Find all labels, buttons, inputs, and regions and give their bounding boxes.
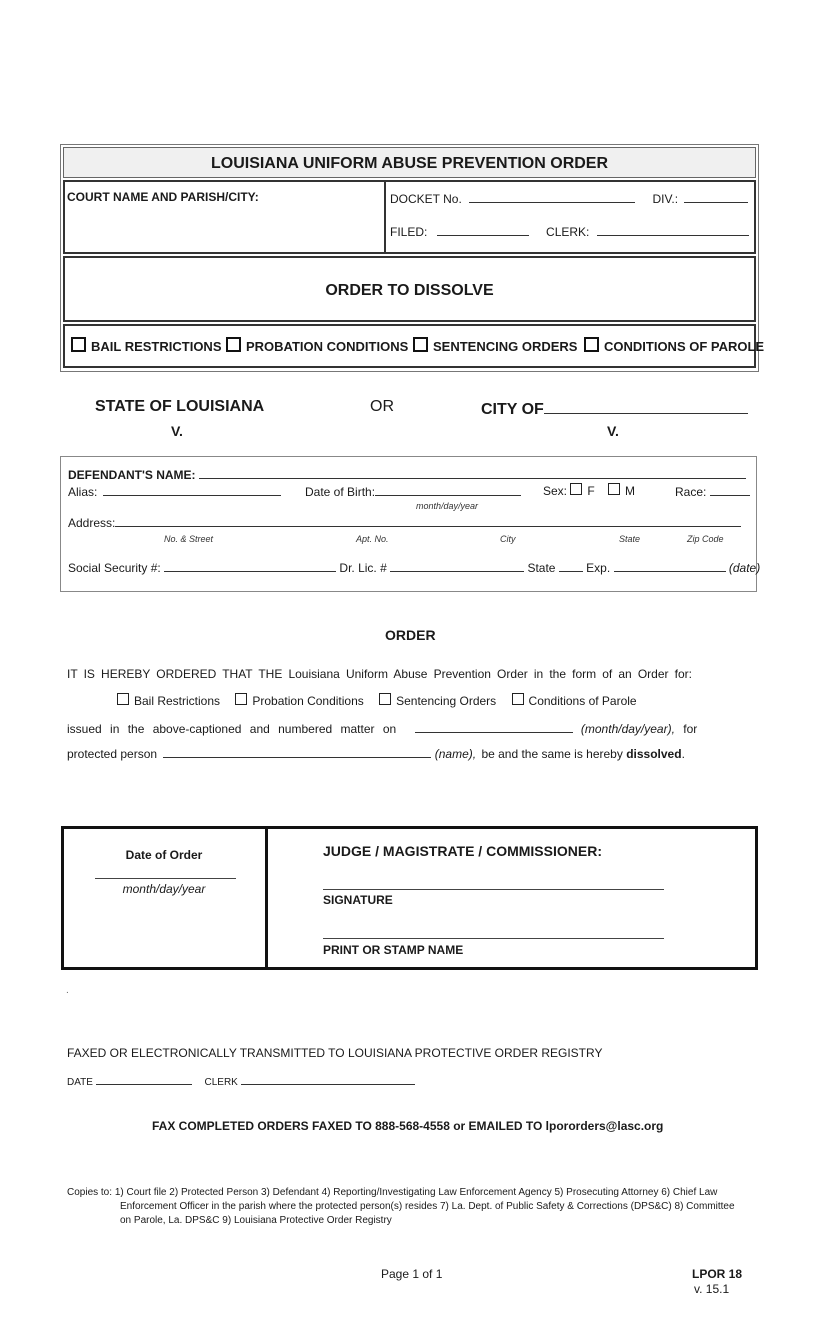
stray-dot: .: [66, 985, 69, 996]
city-of-field[interactable]: [544, 398, 748, 414]
court-name-label: COURT NAME AND PARISH/CITY:: [67, 190, 259, 204]
protected-person-field[interactable]: [163, 745, 431, 758]
address-apt-hint: Apt. No.: [356, 534, 389, 544]
div-label: DIV.:: [652, 192, 679, 206]
issued-for-text: for: [683, 722, 698, 736]
defendant-name-label: DEFENDANT'S NAME:: [68, 468, 196, 482]
checkbox-icon[interactable]: [235, 693, 247, 705]
checkbox-probation-conditions[interactable]: [226, 337, 408, 354]
option-label: Bail Restrictions: [134, 694, 221, 708]
signature-divider: [265, 826, 268, 970]
checkbox-icon[interactable]: [512, 693, 524, 705]
city-of-text: CITY OF: [481, 401, 544, 418]
transmit-clerk-field[interactable]: [241, 1075, 415, 1085]
page-number: Page 1 of 1: [381, 1267, 443, 1281]
race-field[interactable]: [710, 483, 750, 496]
dob-label: Date of Birth:: [305, 485, 376, 499]
checkbox-icon[interactable]: [584, 337, 599, 352]
form-id: LPOR 18: [692, 1267, 743, 1281]
form-version: v. 15.1: [694, 1282, 730, 1296]
issued-date-hint: (month/day/year),: [580, 722, 675, 736]
protected-person-text: protected person: [67, 747, 158, 761]
copies-label: Copies to:: [67, 1187, 113, 1198]
clerk-field[interactable]: [597, 223, 749, 236]
copies-line-1: 1) Court file 2) Protected Person 3) Defendant 4) Reporting/Investigating Law Enforcement Agency 5) Prosecuting Attorney 6) Chief Law: [114, 1187, 718, 1198]
filed-label: FILED:: [390, 225, 428, 239]
dissolved-text: be and the same is hereby: [481, 747, 623, 761]
transmit-clerk-label: CLERK: [204, 1077, 238, 1088]
checkbox-label: CONDITIONS OF PAROLE: [604, 339, 765, 354]
period: .: [681, 747, 685, 761]
sex-label: Sex:: [543, 484, 568, 498]
filed-field[interactable]: [437, 223, 529, 236]
defendant-name-field[interactable]: [199, 466, 746, 479]
checkbox-icon[interactable]: [71, 337, 86, 352]
checkbox-icon[interactable]: [413, 337, 428, 352]
order-intro-text: IT IS HEREBY ORDERED THAT THE Louisiana Uniform Abuse Prevention Order in the form of an Order for:: [67, 667, 692, 681]
print-name-field[interactable]: [323, 938, 664, 939]
issued-date-field[interactable]: [415, 720, 573, 733]
dissolved-word: dissolved: [626, 747, 682, 761]
ssn-label: Social Security #:: [68, 561, 161, 575]
checkbox-icon[interactable]: [226, 337, 241, 352]
print-name-label: PRINT OR STAMP NAME: [323, 943, 464, 957]
order-type-checkboxes: [63, 324, 765, 368]
caption-or: OR: [370, 398, 394, 415]
date-of-order-hint: month/day/year: [122, 882, 206, 896]
checkbox-bail-restrictions[interactable]: [71, 337, 222, 354]
court-name-cell[interactable]: [63, 180, 385, 254]
versus-right: V.: [607, 423, 619, 439]
order-heading: ORDER: [385, 627, 436, 643]
checkbox-conditions-of-parole[interactable]: [584, 337, 764, 354]
address-city-hint: City: [500, 534, 516, 544]
issued-text: issued in the above-captioned and numbered matter on: [67, 722, 397, 736]
docket-cell: [385, 180, 756, 254]
date-of-order-label: Date of Order: [125, 848, 203, 862]
issued-line: [67, 720, 697, 736]
sex-f-checkbox[interactable]: [570, 483, 582, 495]
option-bail-restrictions[interactable]: [117, 694, 220, 708]
docket-field[interactable]: [469, 190, 635, 203]
alias-field[interactable]: [103, 483, 281, 496]
defendant-info-box: [60, 456, 761, 592]
form-title: LOUISIANA UNIFORM ABUSE PREVENTION ORDER: [63, 147, 756, 178]
order-options-row: [117, 693, 637, 708]
license-state-label: State: [527, 561, 556, 575]
address-zip-hint: Zip Code: [687, 534, 724, 544]
sex-m-label: M: [625, 484, 636, 498]
signature-label: SIGNATURE: [323, 893, 393, 907]
address-state-hint: State: [619, 534, 641, 544]
docket-label: DOCKET No.: [390, 192, 462, 206]
checkbox-label: BAIL RESTRICTIONS: [91, 339, 222, 354]
address-field[interactable]: [115, 514, 741, 527]
registry-heading: FAXED OR ELECTRONICALLY TRANSMITTED TO LOUISIANA PROTECTIVE ORDER REGISTRY: [67, 1046, 603, 1060]
option-label: Conditions of Parole: [528, 694, 637, 708]
option-conditions-of-parole[interactable]: [512, 694, 637, 708]
sex-f-label: F: [587, 484, 595, 498]
address-label: Address:: [68, 516, 116, 530]
copies-line-2: Enforcement Officer in the parish where the protected person(s) resides 7) La. Dept. of Public Safety & Corrections (DPS&C) 8) Committee: [120, 1201, 735, 1212]
checkbox-label: PROBATION CONDITIONS: [246, 339, 409, 354]
clerk-label: CLERK:: [546, 225, 590, 239]
protected-person-hint: (name),: [434, 747, 477, 761]
option-label: Sentencing Orders: [396, 694, 497, 708]
address-street-hint: No. & Street: [164, 534, 214, 544]
race-label: Race:: [675, 485, 707, 499]
option-probation-conditions[interactable]: [235, 694, 363, 708]
checkbox-label: SENTENCING ORDERS: [433, 339, 578, 354]
city-of-label: [481, 398, 748, 419]
protected-person-line: [67, 745, 685, 761]
div-field[interactable]: [684, 190, 748, 203]
drivers-license-label: Dr. Lic. #: [339, 561, 387, 575]
transmit-date-field[interactable]: [96, 1075, 192, 1085]
judge-label: JUDGE / MAGISTRATE / COMMISSIONER:: [323, 843, 602, 859]
dob-field[interactable]: [375, 483, 521, 496]
order-to-dissolve-title: ORDER TO DISSOLVE: [63, 256, 756, 322]
checkbox-icon[interactable]: [117, 693, 129, 705]
sex-m-checkbox[interactable]: [608, 483, 620, 495]
date-of-order-field[interactable]: [95, 878, 236, 879]
ssn-field[interactable]: [164, 559, 336, 572]
drivers-license-field[interactable]: [390, 559, 524, 572]
copies-block: [67, 1186, 735, 1228]
checkbox-icon[interactable]: [379, 693, 391, 705]
checkbox-sentencing-orders[interactable]: [413, 337, 577, 354]
fax-notice: FAX COMPLETED ORDERS FAXED TO 888-568-4558 or EMAILED TO lpororders@lasc.org: [152, 1119, 664, 1133]
transmit-date-label: DATE: [67, 1077, 93, 1088]
option-label: Probation Conditions: [252, 694, 364, 708]
license-exp-hint: (date): [728, 561, 761, 575]
versus-left: V.: [171, 423, 183, 439]
alias-label: Alias:: [68, 485, 98, 499]
signature-field[interactable]: [323, 889, 664, 890]
state-of-louisiana: STATE OF LOUISIANA: [95, 398, 265, 415]
copies-line-3: on Parole, La. DPS&C 9) Louisiana Protective Order Registry: [120, 1215, 392, 1226]
license-state-field[interactable]: [559, 559, 583, 572]
option-sentencing-orders[interactable]: [379, 694, 496, 708]
license-exp-label: Exp.: [586, 561, 611, 575]
license-exp-field[interactable]: [614, 559, 726, 572]
dob-hint: month/day/year: [416, 501, 479, 511]
